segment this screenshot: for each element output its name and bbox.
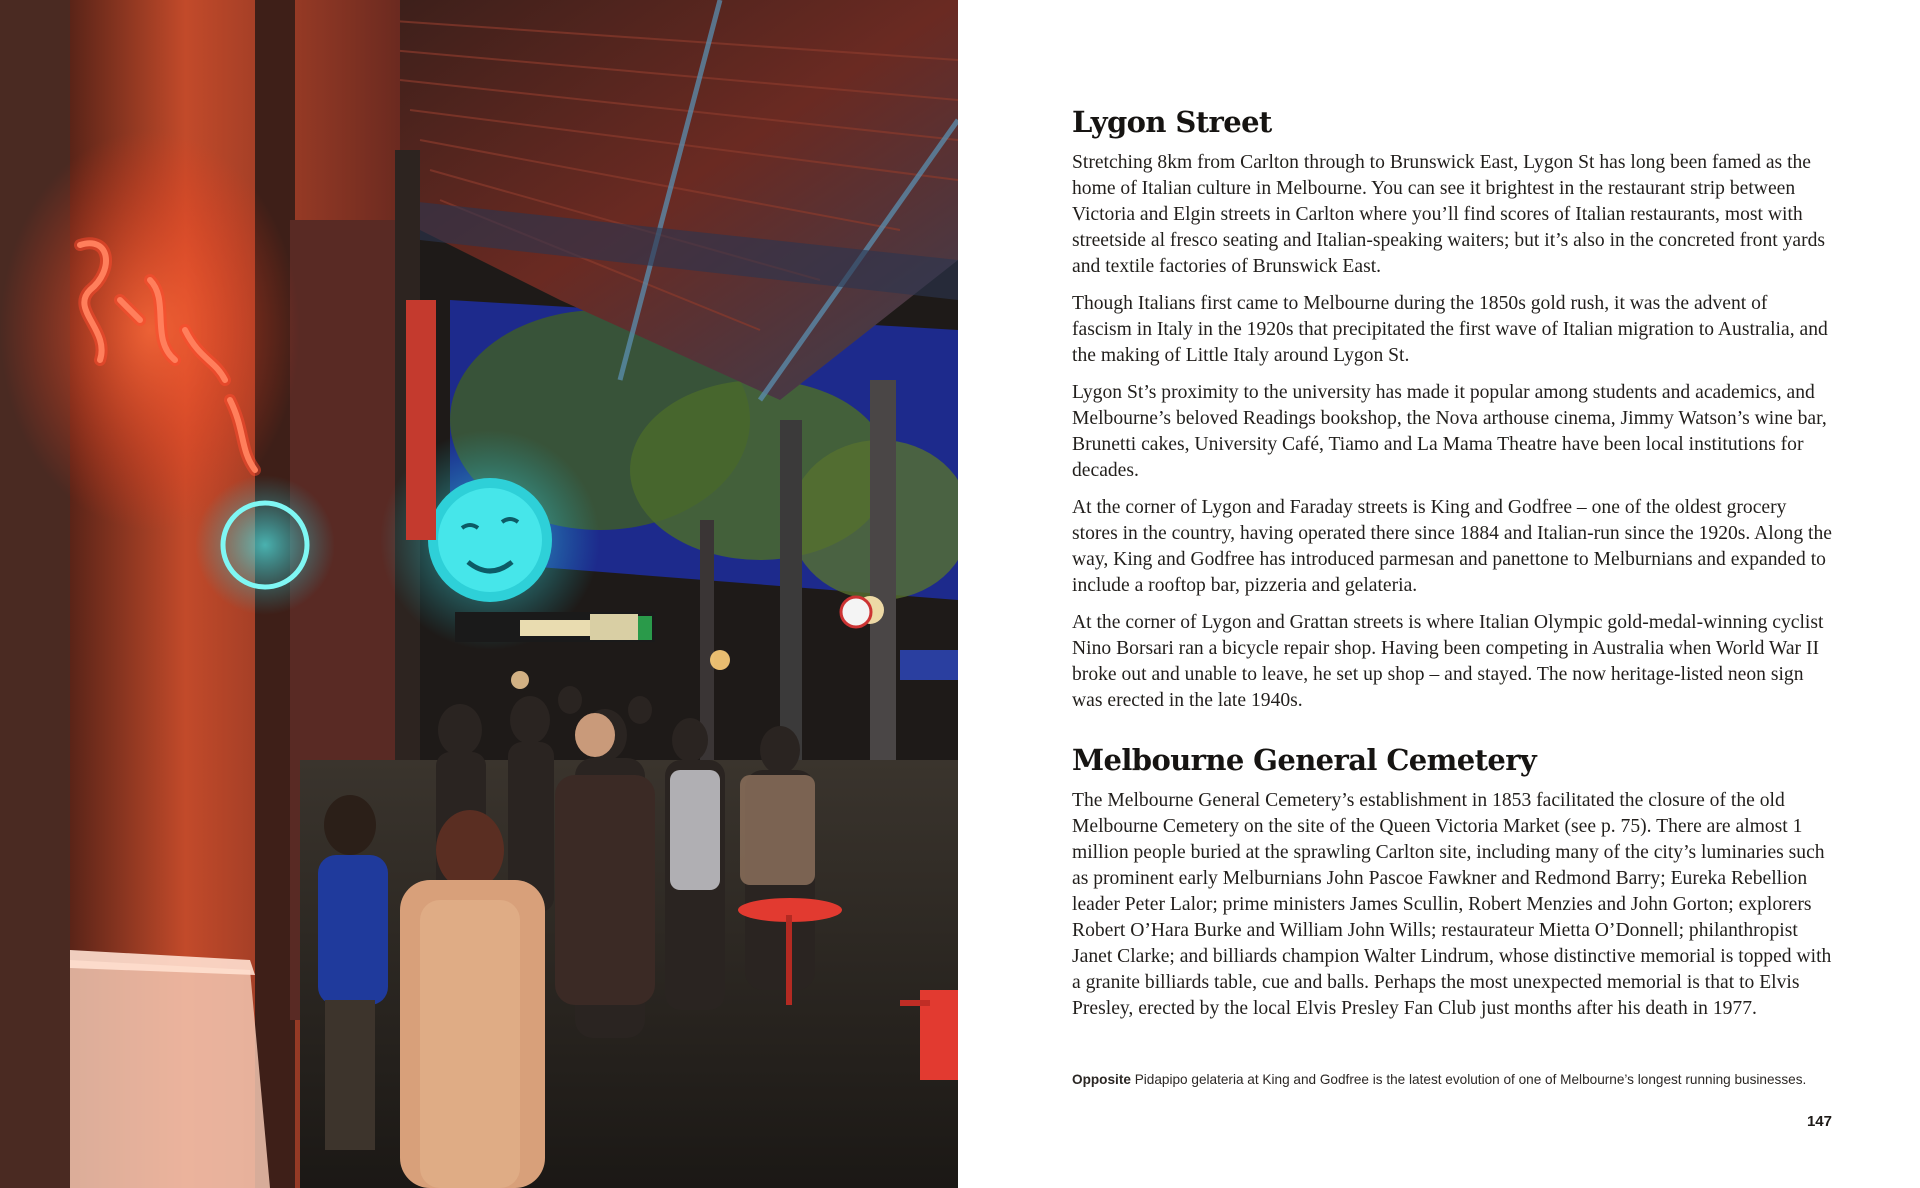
paragraph: Stretching 8km from Carlton through to Brunswick East, Lygon St has long been famed as the home of Italian culture in Melbourne. You can see it brightest in the restaurant strip between Victoria and Elgin streets in Carlton where you’ll find scores of Italian restaurants, most with streetside al fresco seating and Italian-speaking waiters; but it’s also in the concreted front yards and textile factories of Brunswick East.: [1072, 152, 1826, 277]
caption-text: Pidapipo gelateria at King and Godfree is the latest evolution of one of Melbourne’s longest running businesses.: [1130, 1072, 1807, 1087]
paragraph: Though Italians first came to Melbourne during the 1850s gold rush, it was the advent of fascism in Italy in the 1920s that precipitated the first wave of Italian migration to Australia, and the making of Little Italy around Lygon St.: [1072, 293, 1828, 366]
paragraph: At the corner of Lygon and Grattan streets is where Italian Olympic gold-medal-winning cyclist Nino Borsari ran a bicycle repair shop. Having been competing in Australia when World War II broke out and unable to leave, he set up shop – and stayed. The now heritage-listed neon sign was erected in the late 1940s.: [1072, 612, 1824, 711]
street-photo: [0, 0, 958, 1188]
article-text: [1072, 104, 1832, 1033]
paragraph: Lygon St’s proximity to the university has made it popular among students and academics, and Melbourne’s beloved Readings bookshop, the Nova arthouse cinema, Jimmy Watson’s wine bar, Brunetti cakes, University Café, Tiamo and La Mama Theatre have been local institutions for decades.: [1072, 382, 1827, 481]
section-heading: Melbourne General Cemetery: [1072, 743, 1537, 777]
caption-lead: Opposite: [1072, 1072, 1131, 1087]
section-lygon-street: [1072, 104, 1832, 714]
photo-caption: [1072, 1072, 1832, 1087]
paragraph: The Melbourne General Cemetery’s establishment in 1853 facilitated the closure of the old Melbourne Cemetery on the site of the Queen Victoria Market (see p. 75). There are almost 1 million people buried at the sprawling Carlton site, including many of the city’s luminaries such as prominent early Melburnians John Pascoe Fawkner and Redmond Barry; Eureka Rebellion leader Peter Lalor; prime ministers James Scullin, Robert Menzies and John Gorton; explorers Robert O’Hara Burke and William John Wills; restaurateur Mietta O’Donnell; philanthropist Janet Clarke; and billiards champion Walter Lindrum, whose distinctive memorial is topped with a granite billiards table, cue and balls. Perhaps the most unexpected memorial is that to Elvis Presley, erected by the local Elvis Presley Fan Club just months after his death in 1977.: [1072, 790, 1832, 1019]
section-heading: Lygon Street: [1072, 105, 1272, 139]
paragraph: At the corner of Lygon and Faraday streets is King and Godfree – one of the oldest grocery stores in the country, having operated there since 1884 and Italian-run since the 1920s. Along the way, King and Godfree has introduced parmesan and panettone to Melburnians and expanded to include a rooftop bar, pizzeria and gelateria.: [1072, 497, 1832, 596]
page-number: 147: [1806, 1113, 1832, 1130]
section-melbourne-general-cemetery: [1072, 742, 1832, 1022]
